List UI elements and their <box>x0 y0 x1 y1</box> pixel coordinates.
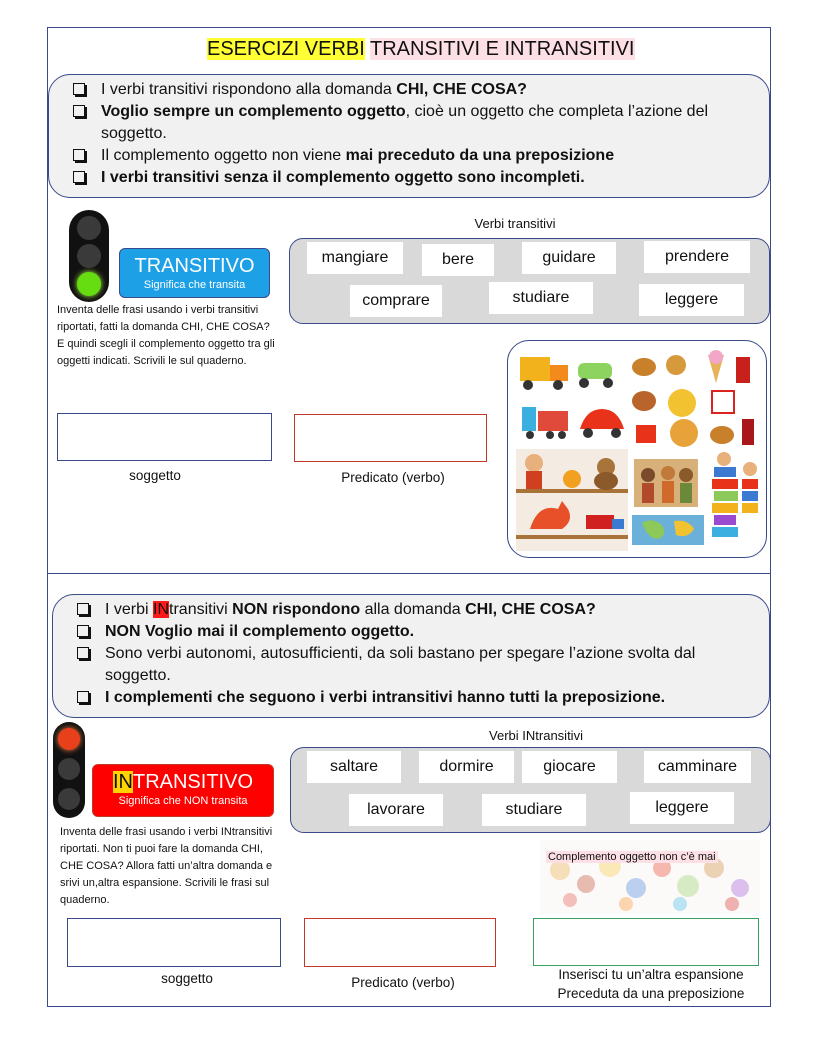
intransitive-rules-box <box>52 594 770 718</box>
verb-chip: studiare <box>489 282 593 314</box>
lamp-yellow-off <box>77 244 101 268</box>
food-items-icon <box>628 349 760 449</box>
subject-answer-box[interactable] <box>57 413 272 461</box>
toys-shelf-icon <box>516 449 628 551</box>
lamp-green-off <box>58 788 80 810</box>
verb-chip: bere <box>422 244 494 276</box>
verb-chip: studiare <box>482 794 586 826</box>
verb-chip: lavorare <box>349 794 443 826</box>
badge-title: TRANSITIVO <box>134 255 255 277</box>
rule-item <box>73 79 753 101</box>
toys-picture <box>516 449 628 551</box>
expansion-caption-line2: Preceduta da una preposizione <box>557 986 745 1001</box>
intransitivo-badge <box>92 764 274 817</box>
verb-chip: guidare <box>522 242 616 274</box>
verb-chip: saltare <box>307 751 401 783</box>
rule-item <box>73 101 753 145</box>
rule-item <box>77 687 757 709</box>
intransitive-instructions: Inventa delle frasi usando i verbi INtransitivi riportati. Non ti puoi fare la domanda CHI, CHE COSA? Allora fatti un’altra domanda e srivi un,altra espansione. Scrivili le frasi sul quaderno. <box>60 826 273 906</box>
badge-title-rest: TRANSITIVO <box>132 771 253 793</box>
subject-answer-box[interactable] <box>67 918 281 967</box>
checkbox-icon <box>77 603 89 615</box>
rule-text: Sono verbi autonomi, autosufficienti, da soli bastano per spegare l’azione svolta dal soggetto. <box>105 645 696 684</box>
people-books-picture <box>628 449 760 551</box>
intransitive-verbs-label: Verbi INtransitivi <box>489 728 583 743</box>
toy-vehicles-icon <box>516 349 628 449</box>
checkbox-icon <box>77 691 89 703</box>
subject-caption: soggetto <box>129 468 181 483</box>
rule-item <box>73 145 753 167</box>
lamp-yellow-off <box>58 758 80 780</box>
checkbox-icon <box>73 83 85 95</box>
verb-chip: mangiare <box>307 242 403 274</box>
transitive-rules-box <box>48 74 770 198</box>
badge-title-prefix: IN <box>112 771 133 793</box>
rule-item <box>77 621 757 643</box>
transitive-rules-list <box>73 79 753 189</box>
traffic-light-red-icon <box>53 722 85 818</box>
subject-caption: soggetto <box>161 971 213 986</box>
traffic-light-green-icon <box>69 210 109 302</box>
expansion-caption-line1: Inserisci tu un’altra espansione <box>558 967 744 982</box>
verb-chip: giocare <box>522 751 617 783</box>
badge-title <box>93 770 273 794</box>
vehicles-picture <box>516 349 628 449</box>
intransitive-rules-list <box>77 599 757 709</box>
checkbox-icon <box>73 105 85 117</box>
predicate-caption: Predicato (verbo) <box>351 975 455 990</box>
verb-chip: comprare <box>350 285 442 317</box>
expansion-answer-box[interactable] <box>533 918 759 966</box>
lamp-red-off <box>77 216 101 240</box>
transitivo-badge <box>119 248 270 298</box>
verb-chip: leggere <box>639 284 744 316</box>
predicate-answer-box[interactable] <box>294 414 487 462</box>
in-prefix-highlight: IN <box>153 601 170 618</box>
rule-text: I verbi transitivi senza il complemento oggetto sono incompleti. <box>101 169 585 186</box>
checkbox-icon <box>73 171 85 183</box>
verb-chip: camminare <box>644 751 751 783</box>
verb-chip: dormire <box>419 751 514 783</box>
rule-text: I verbi INtransitivi NON rispondono alla domanda CHI, CHE COSA? <box>105 601 596 618</box>
objects-picture-panel <box>507 340 767 558</box>
badge-subtitle: Significa che NON transita <box>118 795 248 807</box>
lamp-green-on <box>77 272 101 296</box>
title-part-1: ESERCIZI VERBI <box>207 38 365 60</box>
food-picture <box>628 349 760 449</box>
rule-item <box>73 167 753 189</box>
badge-subtitle: Significa che transita <box>143 279 246 291</box>
no-object-note: Complemento oggetto non c’è mai <box>548 851 716 863</box>
rule-item <box>77 643 757 687</box>
checkbox-icon <box>73 149 85 161</box>
rule-text: Il complemento oggetto non viene mai preceduto da una preposizione <box>101 147 615 164</box>
rule-text: I verbi transitivi rispondono alla domanda CHI, CHE COSA? <box>101 81 527 98</box>
rule-text: Voglio sempre un complemento oggetto, cioè un oggetto che completa l’azione del soggetto. <box>101 103 709 142</box>
predicate-answer-box[interactable] <box>304 918 496 967</box>
lamp-red-on <box>58 728 80 750</box>
transitive-instructions: Inventa delle frasi usando i verbi transitivi riportati, fatti la domanda CHI, CHE COSA? E quindi scegli il complemento oggetto tra gli oggetti indicati. Scrivili le sul quaderno. <box>57 304 275 367</box>
checkbox-icon <box>77 625 89 637</box>
page-title <box>207 36 635 62</box>
title-part-2: TRANSITIVI E INTRANSITIVI <box>370 38 635 60</box>
verb-chip: prendere <box>644 241 750 273</box>
rule-item <box>77 599 757 621</box>
rule-text: NON Voglio mai il complemento oggetto. <box>105 623 415 640</box>
predicate-caption: Predicato (verbo) <box>341 470 445 485</box>
verb-chip: leggere <box>630 792 734 824</box>
rule-text: I complementi che seguono i verbi intransitivi hanno tutti la preposizione. <box>105 689 666 706</box>
people-books-icon <box>628 449 760 551</box>
section-divider <box>47 573 771 574</box>
checkbox-icon <box>77 647 89 659</box>
transitive-verbs-label: Verbi transitivi <box>474 216 556 231</box>
